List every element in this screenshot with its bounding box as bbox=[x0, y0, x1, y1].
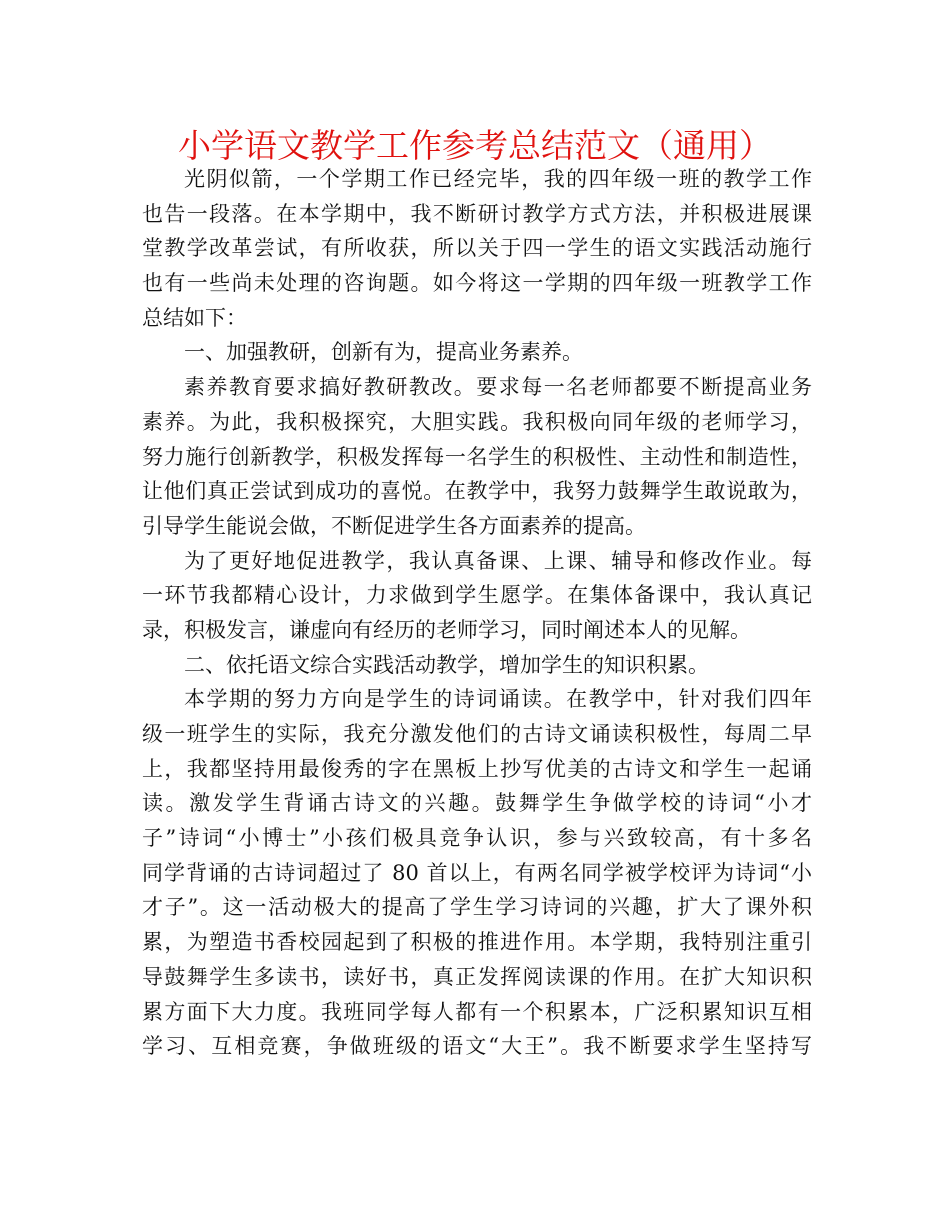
document-title: 小学语文教学工作参考总结范文（通用） bbox=[178, 126, 772, 165]
text-line: 级一班学生的实际，我充分激发他们的古诗文诵读积极性，每周二早 bbox=[142, 722, 812, 746]
text-line: 总结如下： bbox=[142, 305, 247, 330]
text-line: 也有一些尚未处理的咨询题。如今将这一学期的四年级一班教学工作 bbox=[142, 271, 812, 296]
text-line: 一、加强教研，创新有为，提高业务素养。 bbox=[184, 340, 583, 365]
text-line: 光阴似箭，一个学期工作已经完毕，我的四年级一班的教学工作 bbox=[184, 167, 812, 191]
text-line: 才子”。这一活动极大的提高了学生学习诗词的兴趣，扩大了课外积 bbox=[142, 895, 812, 920]
text-line: 学习、互相竞赛，争做班级的语文“大王”。我不断要求学生坚持写 bbox=[142, 1034, 812, 1059]
text-line: 导鼓舞学生多读书，读好书，真正发挥阅读课的作用。在扩大知识积 bbox=[142, 964, 812, 989]
document-body bbox=[142, 162, 812, 1064]
paragraph-4 bbox=[142, 682, 812, 1064]
text-line: 努力施行创新教学，积极发挥每一名学生的积极性、主动性和制造性， bbox=[142, 444, 812, 469]
text-line: 素养。为此，我积极探究，大胆实践。我积极向同年级的老师学习， bbox=[142, 409, 812, 434]
text-line: 也告一段落。在本学期中，我不断研讨教学方式方法，并积极进展课 bbox=[142, 201, 812, 226]
text-line: 累，为塑造书香校园起到了积极的推进作用。本学期，我特别注重引 bbox=[142, 930, 812, 955]
paragraph-intro bbox=[142, 162, 812, 335]
paragraph-3 bbox=[142, 544, 812, 648]
text-line: 录，积极发言，谦虚向有经历的老师学习，同时阐述本人的见解。 bbox=[142, 617, 751, 642]
text-line: 引导学生能说会做，不断促进学生各方面素养的提高。 bbox=[142, 513, 646, 538]
paragraph-2 bbox=[142, 370, 812, 543]
text-line: 让他们真正尝试到成功的喜悦。在教学中，我努力鼓舞学生敢说敢为， bbox=[142, 479, 812, 504]
text-line: 本学期的努力方向是学生的诗词诵读。在教学中，针对我们四年 bbox=[184, 687, 812, 712]
text-line: 读。激发学生背诵古诗文的兴趣。鼓舞学生争做学校的诗词“小才 bbox=[142, 791, 812, 816]
text-line: 为了更好地促进教学，我认真备课、上课、辅导和修改作业。每 bbox=[184, 548, 812, 573]
text-line: 一环节我都精心设计，力求做到学生愿学。在集体备课中，我认真记 bbox=[142, 583, 812, 608]
section-heading-2 bbox=[142, 648, 812, 683]
text-line: 素养教育要求搞好教研教改。要求每一名老师都要不断提高业务 bbox=[184, 375, 812, 400]
text-line: 子”诗词“小博士”小孩们极具竞争认识，参与兴致较高，有十多名 bbox=[142, 826, 812, 851]
text-line: 同学背诵的古诗词超过了 80 首以上，有两名同学被学校评为诗词“小 bbox=[142, 860, 812, 885]
section-heading-1 bbox=[142, 335, 812, 370]
text-line: 上，我都坚持用最俊秀的字在黑板上抄写优美的古诗文和学生一起诵 bbox=[142, 756, 812, 781]
text-line: 二、依托语文综合实践活动教学，增加学生的知识积累。 bbox=[184, 652, 709, 677]
text-line: 累方面下大力度。我班同学每人都有一个积累本，广泛积累知识互相 bbox=[142, 999, 812, 1024]
text-line: 堂教学改革尝试，有所收获，所以关于四一学生的语文实践活动施行 bbox=[142, 236, 812, 261]
